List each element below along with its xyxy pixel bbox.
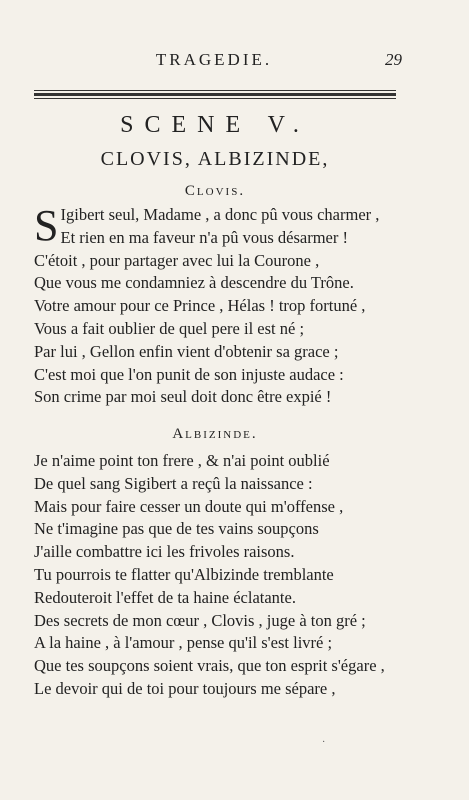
scene-title: SCENE V. <box>120 112 310 138</box>
verse-line: Tu pourrois te flatter qu'Albizinde tremblante <box>34 564 334 584</box>
verse-line: C'est moi que l'on punit de son injuste audace : <box>34 364 344 384</box>
verse-line: Le devoir qui de toi pour toujours me sépare , <box>34 678 336 698</box>
verse-line: Que tes soupçons soient vrais, que ton esprit s'égare , <box>34 656 385 676</box>
ink-speck: · <box>322 737 326 748</box>
speaker-name: Albizinde. <box>172 426 258 442</box>
scene-characters: CLOVIS, ALBIZINDE, <box>100 148 330 170</box>
verse-line: Ne t'imagine pas que de tes vains soupçons <box>34 519 319 539</box>
verse-line <box>34 201 414 250</box>
verse-line: Redouteroit l'effet de ta haine éclatante. <box>34 587 296 607</box>
speaker-name: Clovis. <box>184 183 246 199</box>
verse-line: Mais pour faire cesser un doute qui m'offense , <box>34 496 344 516</box>
running-title: TRAGEDIE. <box>155 50 273 69</box>
verse-line-text: Et rien en ma faveur n'a pû vous désarmer ! <box>60 227 348 247</box>
verse-line: C'étoit , pour partager avec lui la Courone , <box>34 250 320 270</box>
verse-line: Des secrets de mon cœur , Clovis , juge à ton gré ; <box>34 610 366 630</box>
header-rule <box>34 90 396 99</box>
speech-albizinde <box>34 450 414 701</box>
verse-line-text: Igibert seul, Madame , a donc pû vous charmer , <box>60 205 380 224</box>
rule-line-bottom <box>34 98 396 99</box>
verse-line: J'aille combattre ici les frivoles raisons. <box>34 542 295 562</box>
verse-line: Votre amour pour ce Prince , Hélas ! trop fortuné , <box>34 296 366 316</box>
verse-line: Que vous me condamniez à descendre du Trône. <box>34 273 354 293</box>
speech-clovis <box>34 201 414 409</box>
verse-line: Son crime par moi seul doit donc être expié ! <box>34 387 332 407</box>
verse-line: De quel sang Sigibert a reçû la naissance : <box>34 473 313 493</box>
drop-cap: S <box>34 201 59 250</box>
verse-line: Par lui , Gellon enfin vient d'obtenir sa grace ; <box>34 341 339 361</box>
verse-line: A la haine , à l'amour , pense qu'il s'est livré ; <box>34 633 333 653</box>
rule-line-middle <box>34 93 396 96</box>
verse-line: Je n'aime point ton frere , & n'ai point oublié <box>34 451 330 470</box>
rule-line-top <box>34 90 396 91</box>
page-header <box>34 50 402 72</box>
page-number: 29 <box>385 50 402 69</box>
verse-line: Vous a fait oublier de quel pere il est né ; <box>34 318 305 338</box>
